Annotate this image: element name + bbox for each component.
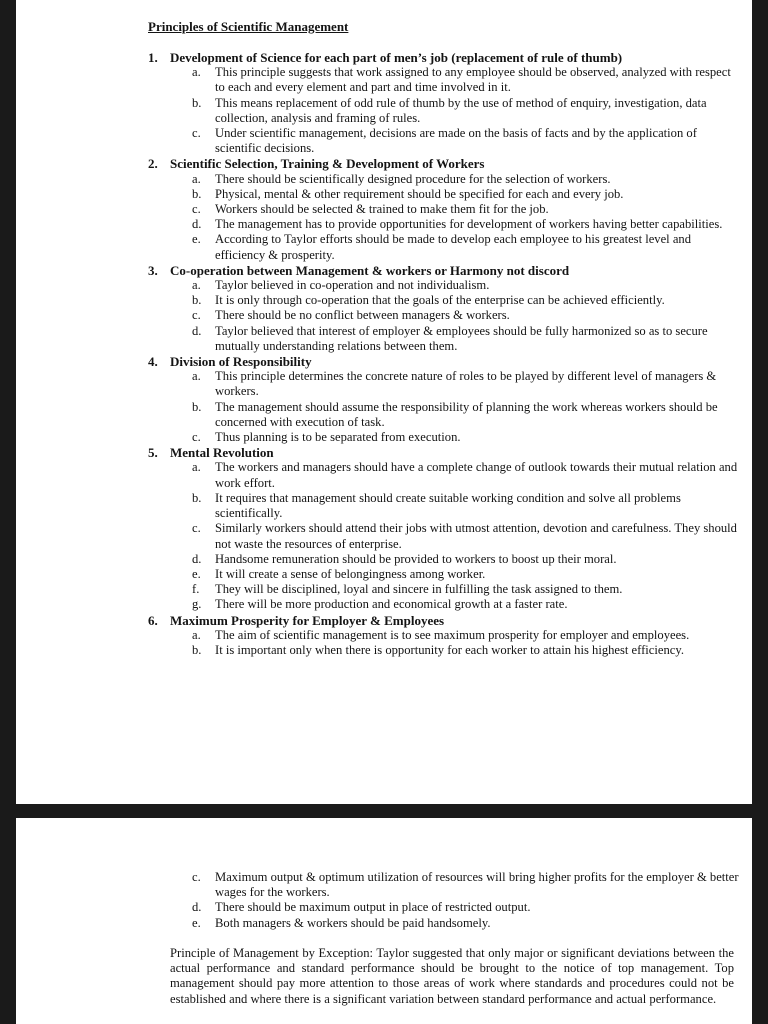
section-number: 3. — [148, 262, 158, 278]
list-item — [148, 126, 742, 156]
principle-section — [148, 613, 742, 659]
principle-section — [148, 445, 742, 612]
section-heading: Maximum Prosperity for Employer & Employees — [170, 612, 445, 628]
list-item — [148, 552, 742, 567]
item-text: Taylor believed in co-operation and not individualism. — [215, 278, 490, 293]
item-letter: a. — [192, 369, 201, 384]
item-letter: c. — [192, 126, 201, 141]
list-item — [148, 202, 742, 217]
item-letter: a. — [192, 171, 201, 186]
principle-section — [148, 50, 742, 156]
list-item — [148, 217, 742, 232]
item-letter: d. — [192, 900, 202, 915]
section-heading: Mental Revolution — [170, 445, 274, 461]
item-text: The management should assume the responsibility of planning the work whereas workers should be concerned with execution of task. — [215, 399, 718, 429]
item-letter: c. — [192, 521, 201, 536]
item-letter: e. — [192, 566, 201, 581]
list-item — [148, 582, 742, 597]
list-item — [148, 491, 742, 521]
list-item — [148, 430, 742, 445]
list-item — [148, 65, 742, 95]
item-letter: a. — [192, 278, 201, 293]
list-item — [148, 232, 742, 262]
principle-section — [148, 354, 742, 445]
item-letter: e. — [192, 915, 201, 930]
section-items — [148, 278, 742, 354]
list-item — [148, 628, 742, 643]
item-letter: b. — [192, 186, 202, 201]
list-item — [148, 324, 742, 354]
section-items — [148, 369, 742, 445]
item-text: Taylor believed that interest of employer & employees should be fully harmonized so as to secure mutually understanding relations between them. — [215, 323, 708, 353]
section-items — [148, 65, 742, 156]
list-item — [148, 567, 742, 582]
principles-list — [148, 50, 742, 658]
list-item — [148, 96, 742, 126]
item-text: The management has to provide opportunities for development of workers having better capabilities. — [215, 217, 723, 232]
section-items — [148, 172, 742, 263]
item-letter: f. — [192, 582, 200, 597]
item-text: The workers and managers should have a complete change of outlook towards their mutual relation and work effort. — [215, 460, 738, 490]
principle-section — [148, 156, 742, 262]
item-text: It is important only when there is opportunity for each worker to attain his highest efficiency. — [215, 642, 684, 657]
list-item — [148, 278, 742, 293]
list-item — [148, 172, 742, 187]
list-item — [148, 643, 742, 658]
item-letter: c. — [192, 870, 201, 884]
item-text: There will be more production and economical growth at a faster rate. — [215, 597, 568, 612]
section-number: 2. — [148, 156, 158, 172]
section-heading: Development of Science for each part of men’s job (replacement of rule of thumb) — [170, 50, 623, 65]
item-text: There should be scientifically designed procedure for the selection of workers. — [215, 171, 611, 186]
list-item — [148, 369, 742, 399]
list-item — [148, 293, 742, 308]
item-letter: d. — [192, 323, 202, 338]
document-title: Principles of Scientific Management — [148, 19, 349, 34]
section-items — [148, 628, 742, 658]
section-items — [148, 460, 742, 612]
list-item — [148, 400, 742, 430]
item-letter: e. — [192, 232, 201, 247]
item-letter: c. — [192, 308, 201, 323]
item-text: Workers should be selected & trained to make them fit for the job. — [215, 202, 549, 217]
section-number: 1. — [148, 50, 158, 65]
item-text: Similarly workers should attend their jobs with utmost attention, devotion and carefulness. They should not waste the resources of enterprise. — [215, 521, 737, 551]
list-item — [148, 916, 742, 931]
item-text: The aim of scientific management is to see maximum prosperity for employer and employees. — [215, 627, 690, 642]
item-text: According to Taylor efforts should be made to develop each employee to his greatest level and efficiency & prosperity. — [215, 232, 692, 262]
item-text: There should be maximum output in place of restricted output. — [215, 900, 531, 915]
item-letter: a. — [192, 627, 201, 642]
list-item — [148, 308, 742, 323]
item-text: Physical, mental & other requirement should be specified for each and every job. — [215, 186, 624, 201]
section-heading: Division of Responsibility — [170, 354, 312, 370]
item-letter: b. — [192, 399, 202, 414]
item-text: This principle determines the concrete nature of roles to be played by different level of managers & workers. — [215, 369, 717, 399]
item-letter: a. — [192, 65, 201, 80]
section-number: 4. — [148, 354, 158, 370]
item-text: Under scientific management, decisions are made on the basis of facts and by the application of scientific decisions. — [215, 126, 697, 156]
item-letter: c. — [192, 430, 201, 445]
document-page-2 — [16, 818, 752, 1024]
list-item — [148, 460, 742, 490]
section-number: 6. — [148, 612, 158, 628]
item-text: They will be disciplined, loyal and sincere in fulfilling the task assigned to them. — [215, 582, 623, 597]
item-letter: d. — [192, 217, 202, 232]
principle-section — [148, 263, 742, 354]
item-letter: b. — [192, 95, 202, 110]
section-heading: Scientific Selection, Training & Development of Workers — [170, 156, 485, 172]
section-number: 5. — [148, 445, 158, 461]
item-letter: g. — [192, 597, 202, 612]
section-heading: Co-operation between Management & workers or Harmony not discord — [170, 262, 570, 278]
item-text: This principle suggests that work assigned to any employee should be observed, analyzed with respect to each and every element and part and time involved in it. — [215, 65, 731, 95]
item-text: This means replacement of odd rule of thumb by the use of method of enquiry, investigation, data collection, analysis and framing of rules. — [215, 95, 707, 125]
item-text: Both managers & workers should be paid handsomely. — [215, 915, 491, 930]
list-item — [148, 521, 742, 551]
management-by-exception-paragraph: Principle of Management by Exception: Taylor suggested that only major or significant deviations between the actual performance and standard performance should be brought to the notice of top management. Top management should pay more attention to those areas of work where standards and procedures could not be established and where there is a significant variation between standard performance and actual performance. — [170, 946, 734, 1006]
item-text: Thus planning is to be separated from execution. — [215, 430, 461, 445]
document-page-1 — [16, 0, 752, 804]
list-item — [148, 597, 742, 612]
item-letter: d. — [192, 551, 202, 566]
item-text: There should be no conflict between managers & workers. — [215, 308, 510, 323]
item-text: Maximum output & optimum utilization of resources will bring higher profits for the employer & better wages for the workers. — [215, 870, 739, 900]
list-item — [148, 900, 742, 915]
list-item — [148, 870, 742, 900]
item-letter: a. — [192, 460, 201, 475]
item-text: Handsome remuneration should be provided to workers to boost up their moral. — [215, 551, 617, 566]
item-text: It requires that management should create suitable working condition and solve all problems scientifically. — [215, 490, 681, 521]
item-letter: b. — [192, 490, 202, 505]
continued-items-list — [148, 870, 742, 931]
item-letter: b. — [192, 293, 202, 308]
item-letter: b. — [192, 642, 202, 657]
item-text: It is only through co-operation that the goals of the enterprise can be achieved efficiently. — [215, 293, 665, 308]
item-letter: c. — [192, 202, 201, 217]
item-text: It will create a sense of belongingness among worker. — [215, 566, 486, 581]
list-item — [148, 187, 742, 202]
